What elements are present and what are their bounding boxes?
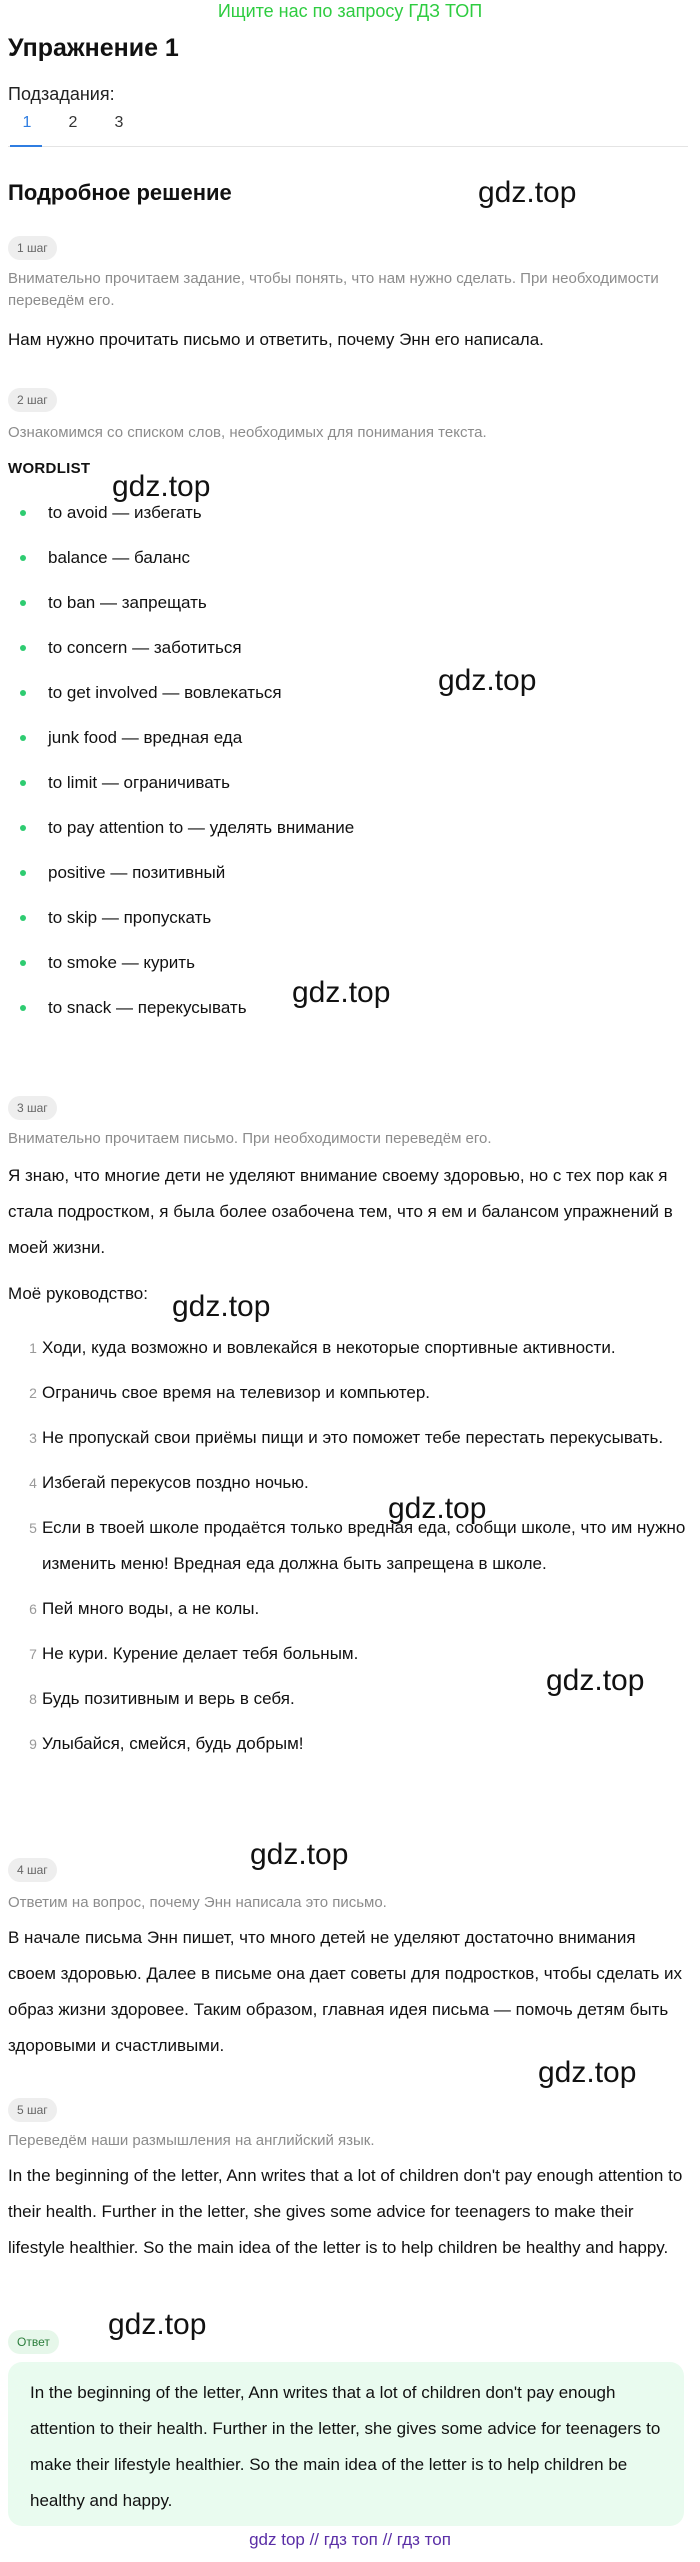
watermark: gdz.top <box>538 2056 637 2089</box>
word-entry: positive — позитивный <box>48 863 226 882</box>
wordlist-title: WORDLIST <box>8 460 91 477</box>
watermark: gdz.top <box>108 2308 207 2341</box>
answer-badge: Ответ <box>8 2330 59 2354</box>
word-entry: to limit — ограничивать <box>48 773 230 792</box>
item-number: 8 <box>29 1691 37 1707</box>
step-hint: Ответим на вопрос, почему Энн написала это письмо. <box>8 1894 387 1911</box>
item-number: 5 <box>29 1520 37 1536</box>
bullet-icon <box>20 780 26 786</box>
step-badge: 1 шаг <box>8 236 57 260</box>
step-badge: 2 шаг <box>8 388 57 412</box>
watermark: gdz.top <box>172 1290 271 1323</box>
watermark: gdz.top <box>388 1492 487 1525</box>
item-text: Улыбайся, смейся, будь добрым! <box>42 1734 304 1753</box>
word-entry: to skip — пропускать <box>48 908 212 927</box>
list-item <box>8 1465 688 1501</box>
step-badge: 4 шаг <box>8 1858 57 1882</box>
item-number: 7 <box>29 1646 37 1662</box>
bullet-icon <box>20 510 26 516</box>
step-hint: Ознакомимся со списком слов, необходимых для понимания текста. <box>8 424 487 441</box>
list-item <box>8 1726 688 1762</box>
list-item <box>20 590 620 635</box>
list-item <box>20 770 620 815</box>
answer-text: In the beginning of the letter, Ann writes that a lot of children don't pay enough attention to their health. Further in the letter, she gives some advice for teenagers to make their lifestyle healthier. So the main idea of the letter is to help children be healthy and happy. <box>30 2383 661 2510</box>
page-title: Упражнение 1 <box>8 34 179 62</box>
watermark: gdz.top <box>112 470 211 503</box>
word-entry: balance — баланс <box>48 548 191 567</box>
item-text: Если в твоей школе продаётся только вредная еда, сообщи школе, что им нужно изменить меню! Вредная еда должна быть запрещена в школе. <box>42 1518 686 1573</box>
item-text: Не кури. Курение делает тебя больным. <box>42 1644 359 1663</box>
item-number: 3 <box>29 1430 37 1446</box>
word-entry: to pay attention to — уделять внимание <box>48 818 355 837</box>
step-text: В начале письма Энн пишет, что много детей не уделяют достаточно внимания своем здоровью. Далее в письме она дает советы для подростков, чтобы сделать их образ жизни здоровее. Таким образом, главная идея письма — помочь детям быть здоровыми и счастливыми. <box>8 1928 683 2055</box>
list-item <box>20 635 620 680</box>
step-text: Нам нужно прочитать письмо и ответить, почему Энн его написала. <box>8 330 544 349</box>
solution-title: Подробное решение <box>8 180 232 205</box>
list-item <box>20 545 620 590</box>
guide-list <box>8 1330 688 1762</box>
watermark: gdz.top <box>546 1664 645 1697</box>
word-entry: to get involved — вовлекаться <box>48 683 282 702</box>
word-entry: to ban — запрещать <box>48 593 207 612</box>
watermark: gdz.top <box>292 976 391 1009</box>
bullet-icon <box>20 555 26 561</box>
item-number: 9 <box>29 1736 37 1752</box>
list-item <box>20 500 620 545</box>
list-item <box>8 1375 688 1411</box>
list-item <box>8 1636 688 1672</box>
bullet-icon <box>20 960 26 966</box>
list-item <box>8 1330 688 1366</box>
tab-2[interactable]: 2 <box>68 114 78 131</box>
item-text: Пей много воды, а не колы. <box>42 1599 260 1618</box>
active-tab-indicator <box>10 145 42 147</box>
list-item <box>20 860 620 905</box>
item-text: Будь позитивным и верь в себя. <box>42 1689 295 1708</box>
bullet-icon <box>20 870 26 876</box>
bullet-icon <box>20 1005 26 1011</box>
wordlist <box>20 500 620 1040</box>
item-text: Ограничь свое время на телевизор и компьютер. <box>42 1383 431 1402</box>
subtask-tabs <box>8 108 688 147</box>
step-text: Я знаю, что многие дети не уделяют внимание своему здоровью, но с тех пор как я стала подростком, я была более озабочена тем, что я ем и балансом упражнений в моей жизни. <box>8 1166 673 1257</box>
search-us-link[interactable]: Ищите нас по запросу ГДЗ ТОП <box>217 1 483 21</box>
step-badge: 5 шаг <box>8 2098 57 2122</box>
step-text: In the beginning of the letter, Ann writes that a lot of children don't pay enough attention to their health. Further in the letter, she gives some advice for teenagers to make their lifestyle healthier. So the main idea of the letter is to help children be healthy and happy. <box>8 2166 683 2257</box>
subtasks-label: Подзадания: <box>8 84 115 104</box>
item-number: 2 <box>29 1385 37 1401</box>
word-entry: to snack — перекусывать <box>48 998 247 1017</box>
list-item <box>20 815 620 860</box>
tab-1[interactable]: 1 <box>22 114 32 131</box>
list-item <box>8 1591 688 1627</box>
list-item <box>20 680 620 725</box>
item-number: 1 <box>29 1340 37 1356</box>
word-entry: to smoke — курить <box>48 953 195 972</box>
bullet-icon <box>20 645 26 651</box>
bullet-icon <box>20 600 26 606</box>
item-text: Избегай перекусов поздно ночью. <box>42 1473 309 1492</box>
step-hint: Переведём наши размышления на английский язык. <box>8 2132 375 2149</box>
step-hint: Внимательно прочитаем задание, чтобы понять, что нам нужно сделать. При необходимости переведём его. <box>8 270 659 309</box>
list-item <box>20 905 620 950</box>
footer-links[interactable]: gdz top // гдз топ // гдз топ <box>249 2530 451 2549</box>
list-item <box>8 1510 688 1582</box>
bullet-icon <box>20 915 26 921</box>
item-number: 6 <box>29 1601 37 1617</box>
guide-label: Моё руководство: <box>8 1284 148 1303</box>
list-item <box>8 1420 688 1456</box>
item-text: Не пропускай свои приёмы пищи и это поможет тебе перестать перекусывать. <box>42 1428 664 1447</box>
list-item <box>20 995 620 1040</box>
word-entry: junk food — вредная еда <box>48 728 243 747</box>
bullet-icon <box>20 690 26 696</box>
tab-3[interactable]: 3 <box>114 114 124 131</box>
item-text: Ходи, куда возможно и вовлекайся в некоторые спортивные активности. <box>42 1338 616 1357</box>
word-entry: to concern — заботиться <box>48 638 242 657</box>
word-entry: to avoid — избегать <box>48 503 202 522</box>
bullet-icon <box>20 735 26 741</box>
list-item <box>20 725 620 770</box>
watermark: gdz.top <box>438 664 537 697</box>
item-number: 4 <box>29 1475 37 1491</box>
watermark: gdz.top <box>250 1838 349 1871</box>
bullet-icon <box>20 825 26 831</box>
list-item <box>8 1681 688 1717</box>
list-item <box>20 950 620 995</box>
watermark: gdz.top <box>478 176 577 209</box>
step-hint: Внимательно прочитаем письмо. При необходимости переведём его. <box>8 1130 492 1147</box>
step-badge: 3 шаг <box>8 1096 57 1120</box>
